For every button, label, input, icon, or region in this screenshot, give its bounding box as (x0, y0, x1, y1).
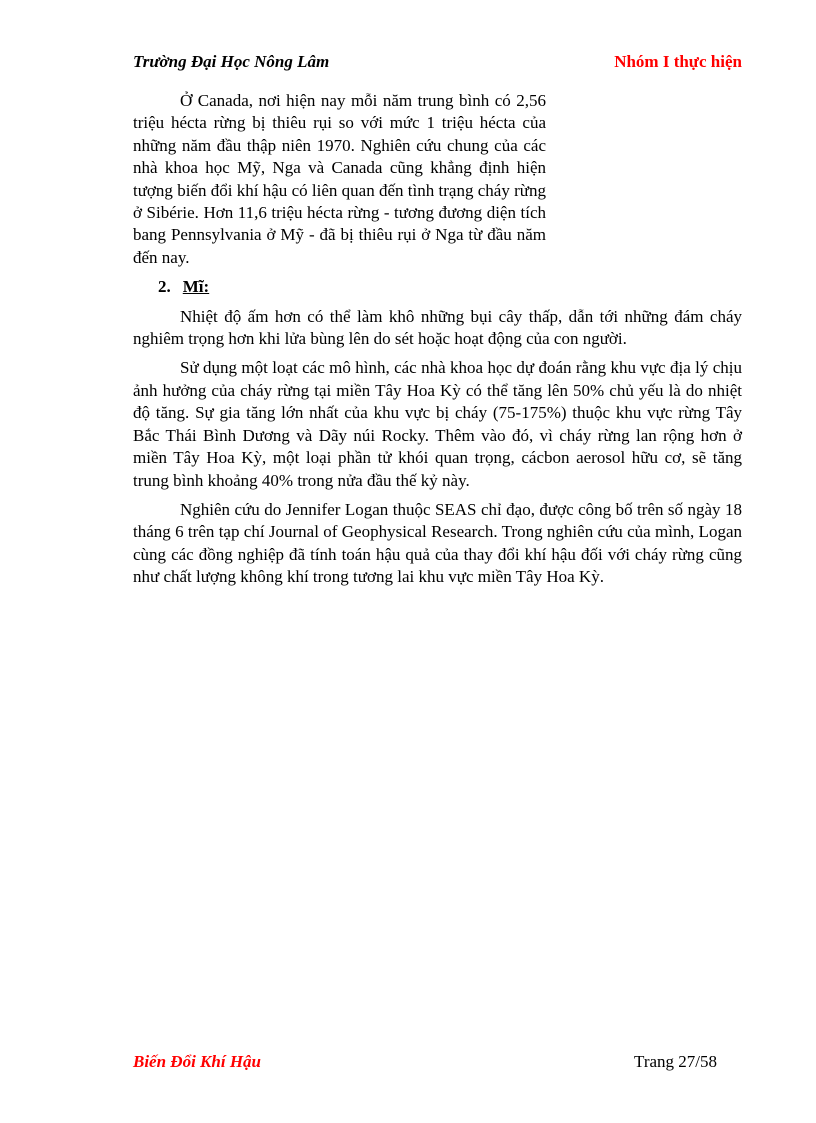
section-heading-title: Mĩ: (182, 277, 210, 297)
header-group-label: Nhóm I thực hiện (614, 52, 742, 71)
footer-page-number: Trang 27/58 (634, 1052, 717, 1071)
section-heading-number: 2. (158, 277, 171, 297)
page-footer (133, 1051, 742, 1072)
header-school-name: Trường Đại Học Nông Lâm (133, 52, 330, 71)
page-header (133, 51, 742, 72)
paragraph-models: Sử dụng một loạt các mô hình, các nhà khoa học dự đoán rằng khu vực địa lý chịu ảnh hưởng của cháy rừng tại miền Tây Hoa Kỳ có thể tăng lên 50% chủ yếu là do nhiệt độ tăng. Sự gia tăng lớn nhất của khu vực bị cháy (75-175%) thuộc khu vực rừng Tây Bắc Thái Bình Dương và Dãy núi Rocky. Thêm vào đó, vì cháy rừng lan rộng hơn ở miền Tây Hoa Kỳ, một loại phần tử khói quan trọng, cácbon aerosol hữu cơ, sẽ tăng trung bình khoảng 40% trong nửa đầu thế kỷ này. (133, 358, 742, 490)
paragraph-heat: Nhiệt độ ấm hơn có thể làm khô những bụi cây thấp, dẫn tới những đám cháy nghiêm trọng hơn khi lửa bùng lên do sét hoặc hoạt động của con người. (133, 306, 742, 349)
footer-document-title: Biến Đổi Khí Hậu (133, 1052, 262, 1071)
document-body (133, 90, 742, 596)
section-heading-mi (133, 276, 742, 298)
paragraph-canada: Ở Canada, nơi hiện nay mỗi năm trung bình có 2,56 triệu hécta rừng bị thiêu rụi so với mức 1 triệu hécta của những năm đầu thập niên 1970. Nghiên cứu chung của các nhà khoa học Mỹ, Nga và Canada cũng khẳng định hiện tượng biến đổi khí hậu có liên quan đến tình trạng cháy rừng ở Sibérie. Hơn 11,6 triệu hécta rừng - tương đương diện tích bang Pennsylvania ở Mỹ - đã bị thiêu rụi ở Nga từ đầu năm đến nay. (133, 91, 546, 267)
paragraph-logan: Nghiên cứu do Jennifer Logan thuộc SEAS chỉ đạo, được công bố trên số ngày 18 tháng 6 trên tạp chí Journal of Geophysical Research. Trong nghiên cứu của mình, Logan cùng các đồng nghiệp đã tính toán hậu quả của thay đổi khí hậu đối với cháy rừng cũng như chất lượng không khí trong tương lai khu vực miền Tây Hoa Kỳ. (133, 499, 742, 587)
